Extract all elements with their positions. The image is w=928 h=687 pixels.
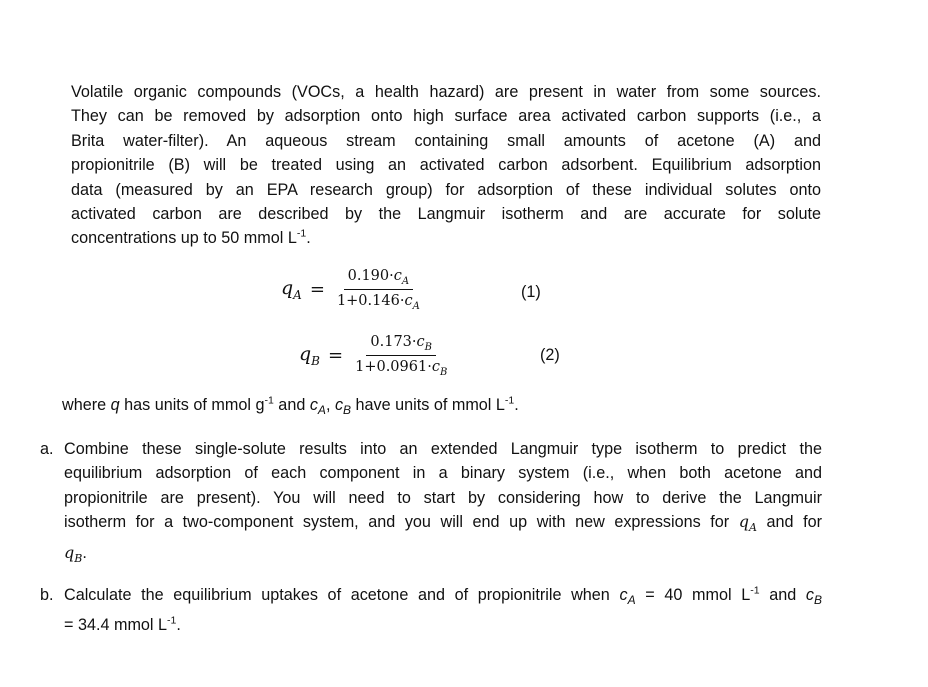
intro-paragraph bbox=[71, 80, 821, 251]
question-a-line-5: $q_B$. bbox=[64, 542, 87, 565]
question-a bbox=[40, 437, 822, 571]
intro-line: propionitrile (B) will be treated using an activated carbon adsorbent. Equilibrium adsorption bbox=[71, 156, 821, 175]
equation-1-numerator: $0.190\cdot c_A$ bbox=[344, 268, 413, 290]
equation-2-equals: = bbox=[328, 345, 344, 367]
intro-last-text: concentrations up to 50 mmol L bbox=[71, 229, 297, 248]
equation-1-lhs: $q_A$ bbox=[281, 277, 302, 303]
question-b-body bbox=[64, 583, 822, 637]
equation-1-equals: = bbox=[309, 279, 325, 301]
question-a-marker: a. bbox=[40, 440, 54, 458]
intro-line: Volatile organic compounds (VOCs, a health hazard) are present in water from some sources. bbox=[71, 83, 821, 101]
equation-2-fraction bbox=[351, 334, 451, 378]
ca-symbol: $c_A$ bbox=[309, 396, 326, 418]
equation-2-number: (2) bbox=[540, 346, 560, 364]
question-a-body bbox=[64, 437, 822, 571]
intro-line: data (measured by an EPA research group) for adsorption of these individual solutes onto bbox=[71, 180, 821, 199]
intro-sup: -1 bbox=[296, 228, 307, 241]
q-symbol: q bbox=[110, 396, 120, 414]
units-statement: where q has units of mmol $g^{-1}$ and $c_A$, $c_B$ have units of mmol $L^{-1}$. bbox=[62, 394, 519, 418]
question-a-line-4: isotherm for a two-component system, and you will end up with new expressions for $q_A$ and for bbox=[64, 512, 822, 535]
equation-2-numerator: $0.173\cdot c_B$ bbox=[366, 334, 436, 356]
intro-line: Brita water-filter). An aqueous stream containing small amounts of acetone (A) and bbox=[71, 131, 821, 150]
question-a-line: equilibrium adsorption of each component in a binary system (i.e., when both acetone and bbox=[64, 464, 822, 483]
intro-last-end: . bbox=[306, 229, 311, 248]
question-a-line: Combine these single-solute results into an extended Langmuir type isotherm to predict the bbox=[64, 440, 822, 458]
equation-1-fraction bbox=[333, 268, 424, 312]
equation-1 bbox=[281, 268, 424, 312]
equation-2 bbox=[299, 334, 451, 378]
question-a-line: propionitrile are present). You will need to start by considering how to derive the Langmuir bbox=[64, 488, 822, 507]
intro-line: activated carbon are described by the Langmuir isotherm and are accurate for solute bbox=[71, 205, 821, 224]
intro-last-line bbox=[71, 226, 821, 250]
intro-line: They can be removed by adsorption onto high surface area activated carbon supports (i.e., a bbox=[71, 107, 821, 126]
question-b-line-2: = 34.4 mmol $L^{-1}$. bbox=[64, 614, 181, 634]
cb-symbol: $c_B$ bbox=[334, 396, 352, 418]
equation-2-lhs: $q_B$ bbox=[299, 343, 320, 369]
question-b-line-1: Calculate the equilibrium uptakes of acetone and of propionitrile when $c_A = 40$ mmol $L^{-1}$ and $c_B$ bbox=[64, 584, 822, 608]
question-b-marker: b. bbox=[40, 586, 54, 604]
equation-1-denominator: $1+0.146\cdot c_A$ bbox=[336, 292, 420, 312]
question-b bbox=[40, 583, 822, 637]
equation-2-denominator: $1+0.0961\cdot c_B$ bbox=[355, 358, 448, 378]
equation-1-number: (1) bbox=[521, 283, 541, 301]
